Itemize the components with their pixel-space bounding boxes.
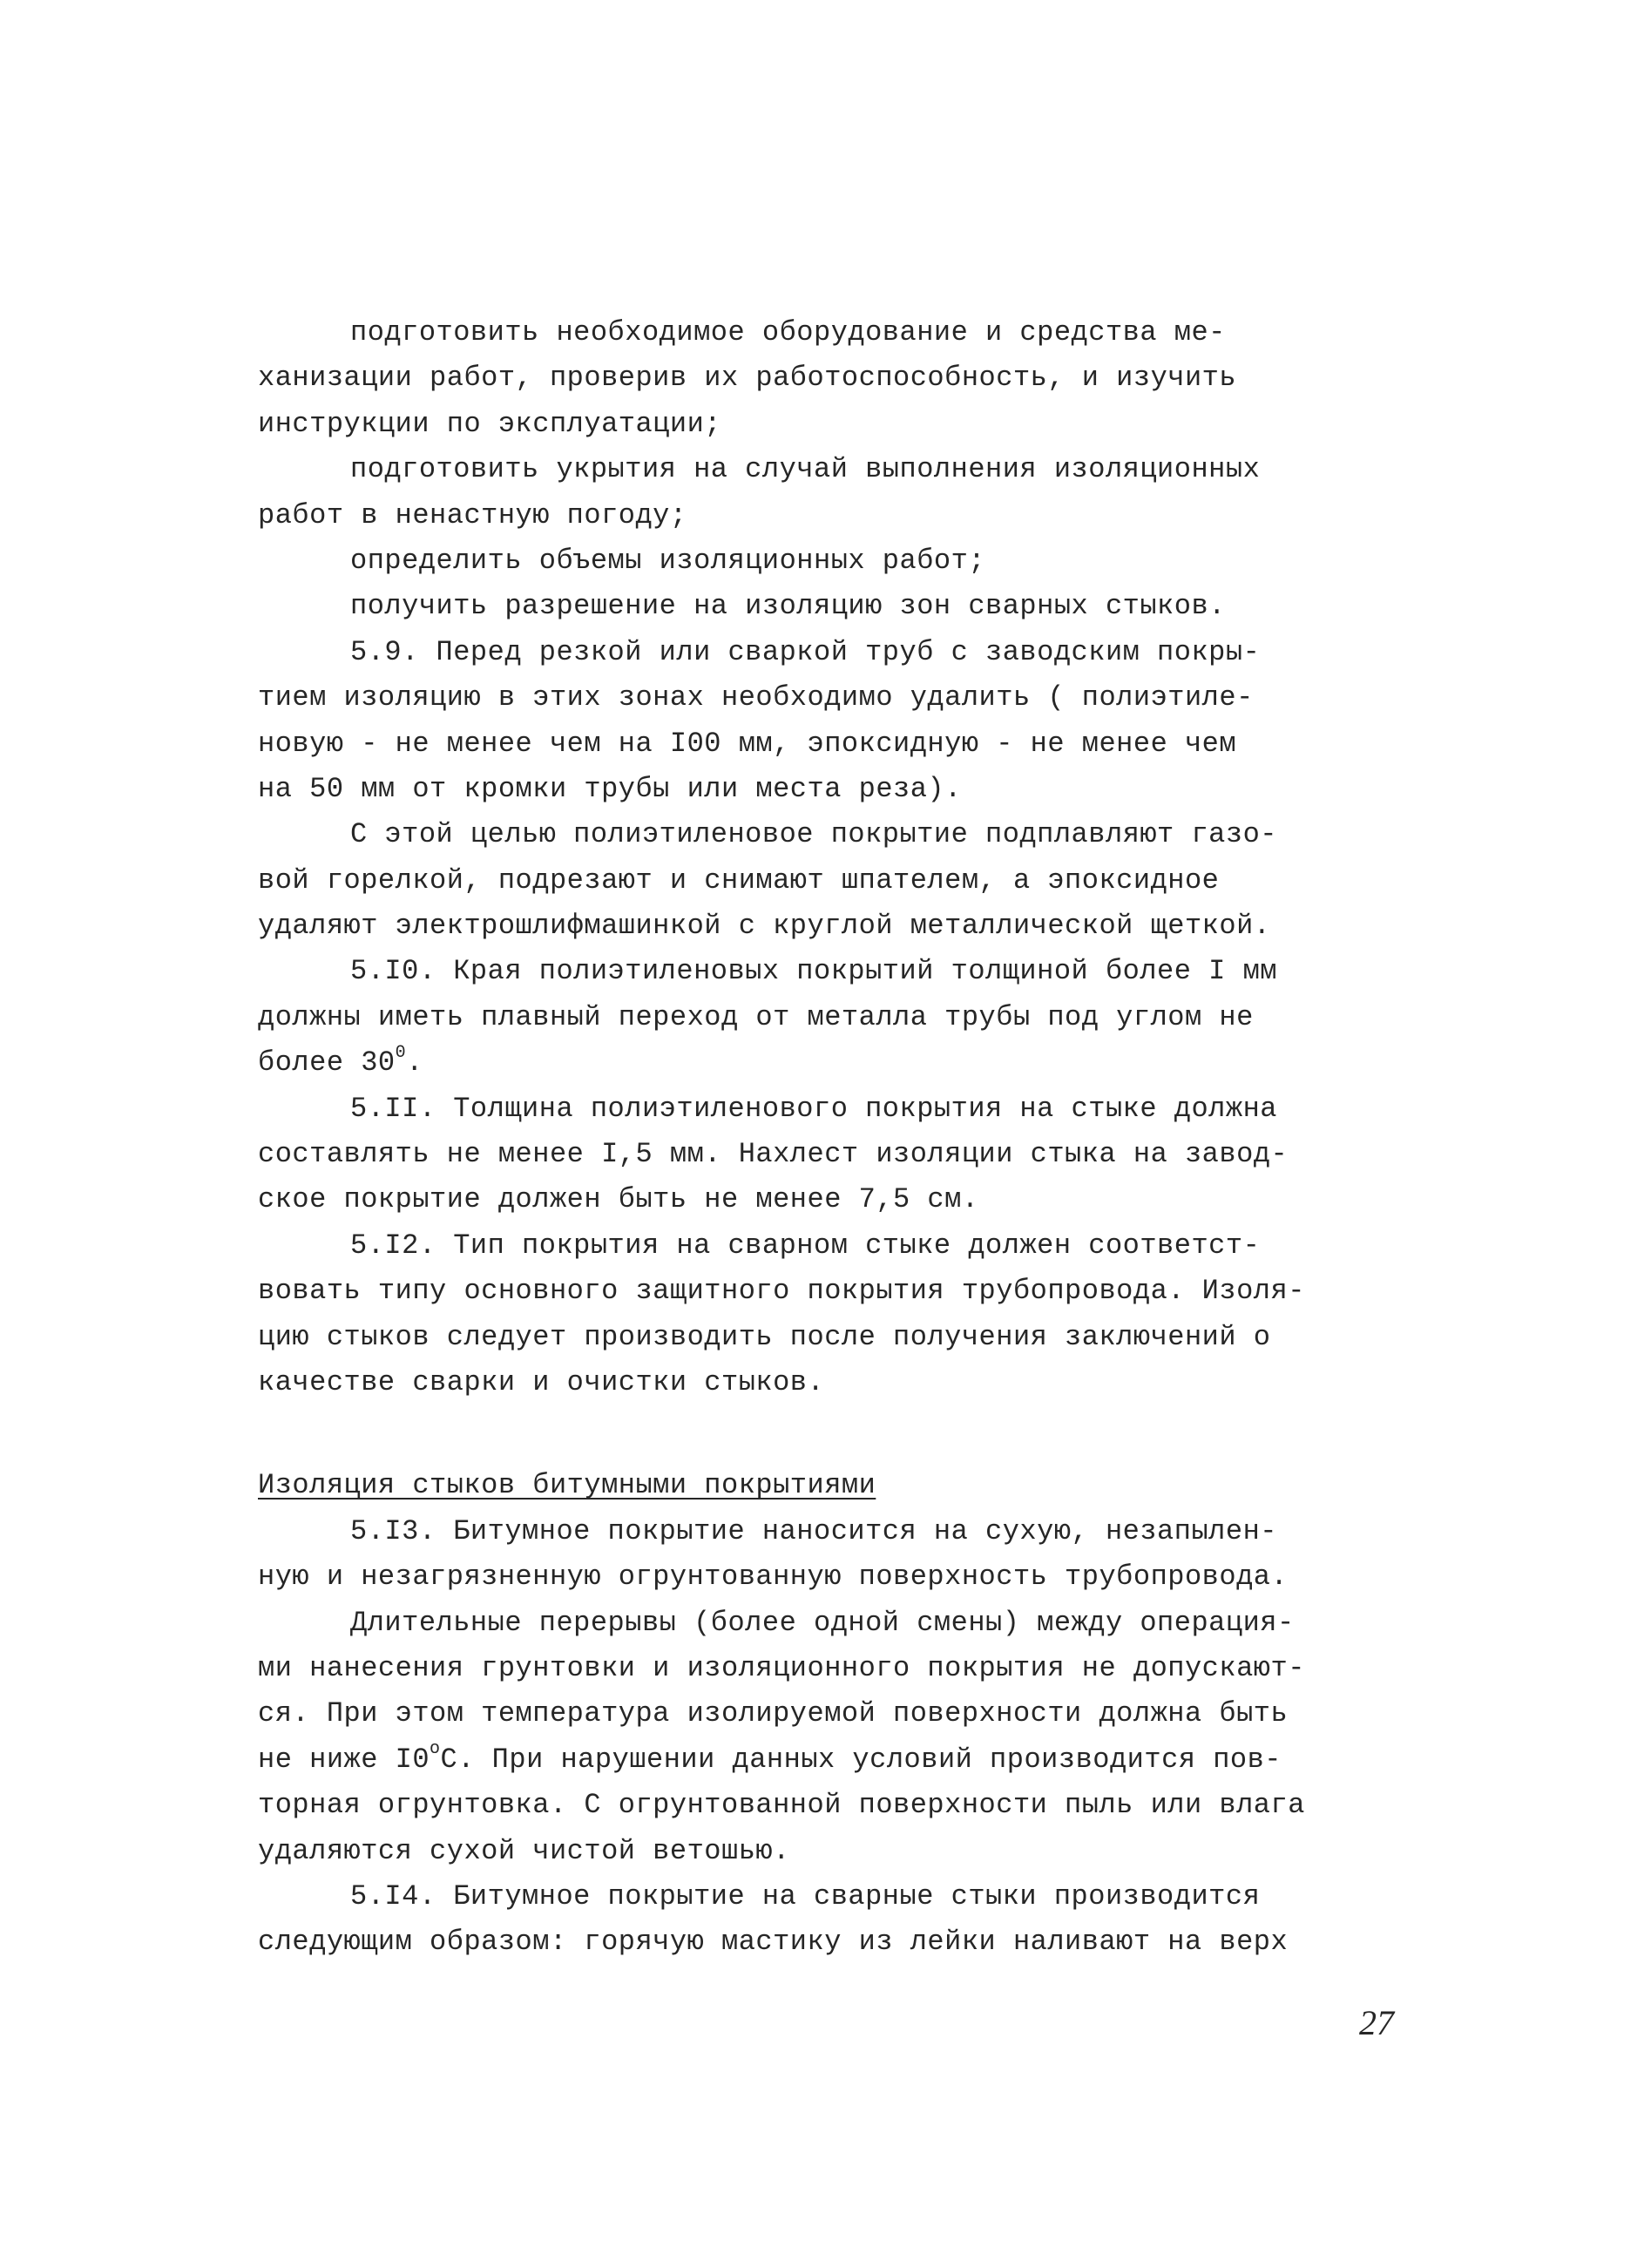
text-line: тием изоляцию в этих зонах необходимо удалить ( полиэтиле- (258, 681, 1254, 714)
paragraph-5-12-start: 5.I2. Тип покрытия на сварном стыке должен соответст- (350, 1229, 1261, 1262)
section-heading-line (258, 1463, 1390, 1508)
text-line: новую - не менее чем на I00 мм, эпоксидную - не менее чем (258, 727, 1237, 760)
temperature-line-start: не ниже I0 (258, 1743, 430, 1776)
text-line: ское покрытие должен быть не менее 7,5 см. (258, 1183, 979, 1216)
paragraph-5-14-start: 5.I4. Битумное покрытие на сварные стыки производится (350, 1879, 1261, 1913)
paragraph-5-10-start: 5.I0. Края полиэтиленовых покрытий толщиной более I мм (350, 955, 1277, 988)
paragraph-5-11-start: 5.II. Толщина полиэтиленового покрытия на стыке должна (350, 1092, 1277, 1125)
text-line: получить разрешение на изоляцию зон сварных стыков. (350, 590, 1226, 623)
text-line: на 50 мм от кромки трубы или места реза). (258, 772, 962, 805)
text-line: цию стыков следует производить после получения заключений о (258, 1320, 1271, 1353)
temperature-line (258, 1737, 1390, 1783)
body-text (258, 310, 1390, 1966)
temperature-line-end: С. При нарушении данных условий производится пов- (440, 1743, 1282, 1776)
degree-mark: о (430, 1739, 441, 1760)
angle-line-end: . (406, 1046, 423, 1080)
text-line: подготовить необходимое оборудование и средства ме- (350, 316, 1226, 349)
text-line: ми нанесения грунтовки и изоляционного покрытия не допускают- (258, 1651, 1305, 1684)
text-line: торная огрунтовка. С огрунтованной поверхности пыль или влага (258, 1789, 1305, 1822)
text-line: вовать типу основного защитного покрытия трубопровода. Изоля- (258, 1275, 1305, 1308)
text-line: определить объемы изоляционных работ; (350, 544, 986, 577)
text-line: подготовить укрытия на случай выполнения изоляционных (350, 453, 1261, 486)
text-line: качестве сварки и очистки стыков. (258, 1365, 825, 1398)
text-line: инструкции по эксплуатации; (258, 407, 721, 440)
text-line: С этой целью полиэтиленовое покрытие подплавляют газо- (350, 818, 1277, 851)
text-line: вой горелкой, подрезают и снимают шпателем, а эпоксидное (258, 863, 1220, 897)
paragraph-5-9-start: 5.9. Перед резкой или сваркой труб с заводским покры- (350, 635, 1261, 668)
text-line: следующим образом: горячую мастику из лейки наливают на верх (258, 1926, 1289, 1959)
text-line: удаляют электрошлифмашинкой с круглой металлической щеткой. (258, 910, 1271, 943)
paragraph-5-13-start: 5.I3. Битумное покрытие наносится на сухую, незапылен- (350, 1514, 1277, 1547)
text-line: ную и незагрязненную огрунтованную поверхность трубопровода. (258, 1561, 1289, 1594)
degree-mark: 0 (395, 1042, 407, 1063)
text-line: Длительные перерывы (более одной смены) между операция- (350, 1606, 1295, 1639)
page-number: 27 (1359, 2003, 1394, 2042)
angle-line (258, 1040, 1390, 1086)
text-line: ханизации работ, проверив их работоспособность, и изучить (258, 362, 1237, 395)
text-line: работ в ненастную погоду; (258, 498, 687, 531)
text-line: удаляются сухой чистой ветошью. (258, 1834, 790, 1867)
section-heading: Изоляция стыков битумными покрытиями (258, 1469, 876, 1502)
text-line: составлять не менее I,5 мм. Нахлест изоляции стыка на завод- (258, 1138, 1289, 1171)
angle-line-text: более 30 (258, 1046, 396, 1080)
text-line: должны иметь плавный переход от металла трубы под углом не (258, 1000, 1254, 1033)
text-line: ся. При этом температура изолируемой поверхности должна быть (258, 1697, 1289, 1730)
section-gap (258, 1405, 1390, 1463)
